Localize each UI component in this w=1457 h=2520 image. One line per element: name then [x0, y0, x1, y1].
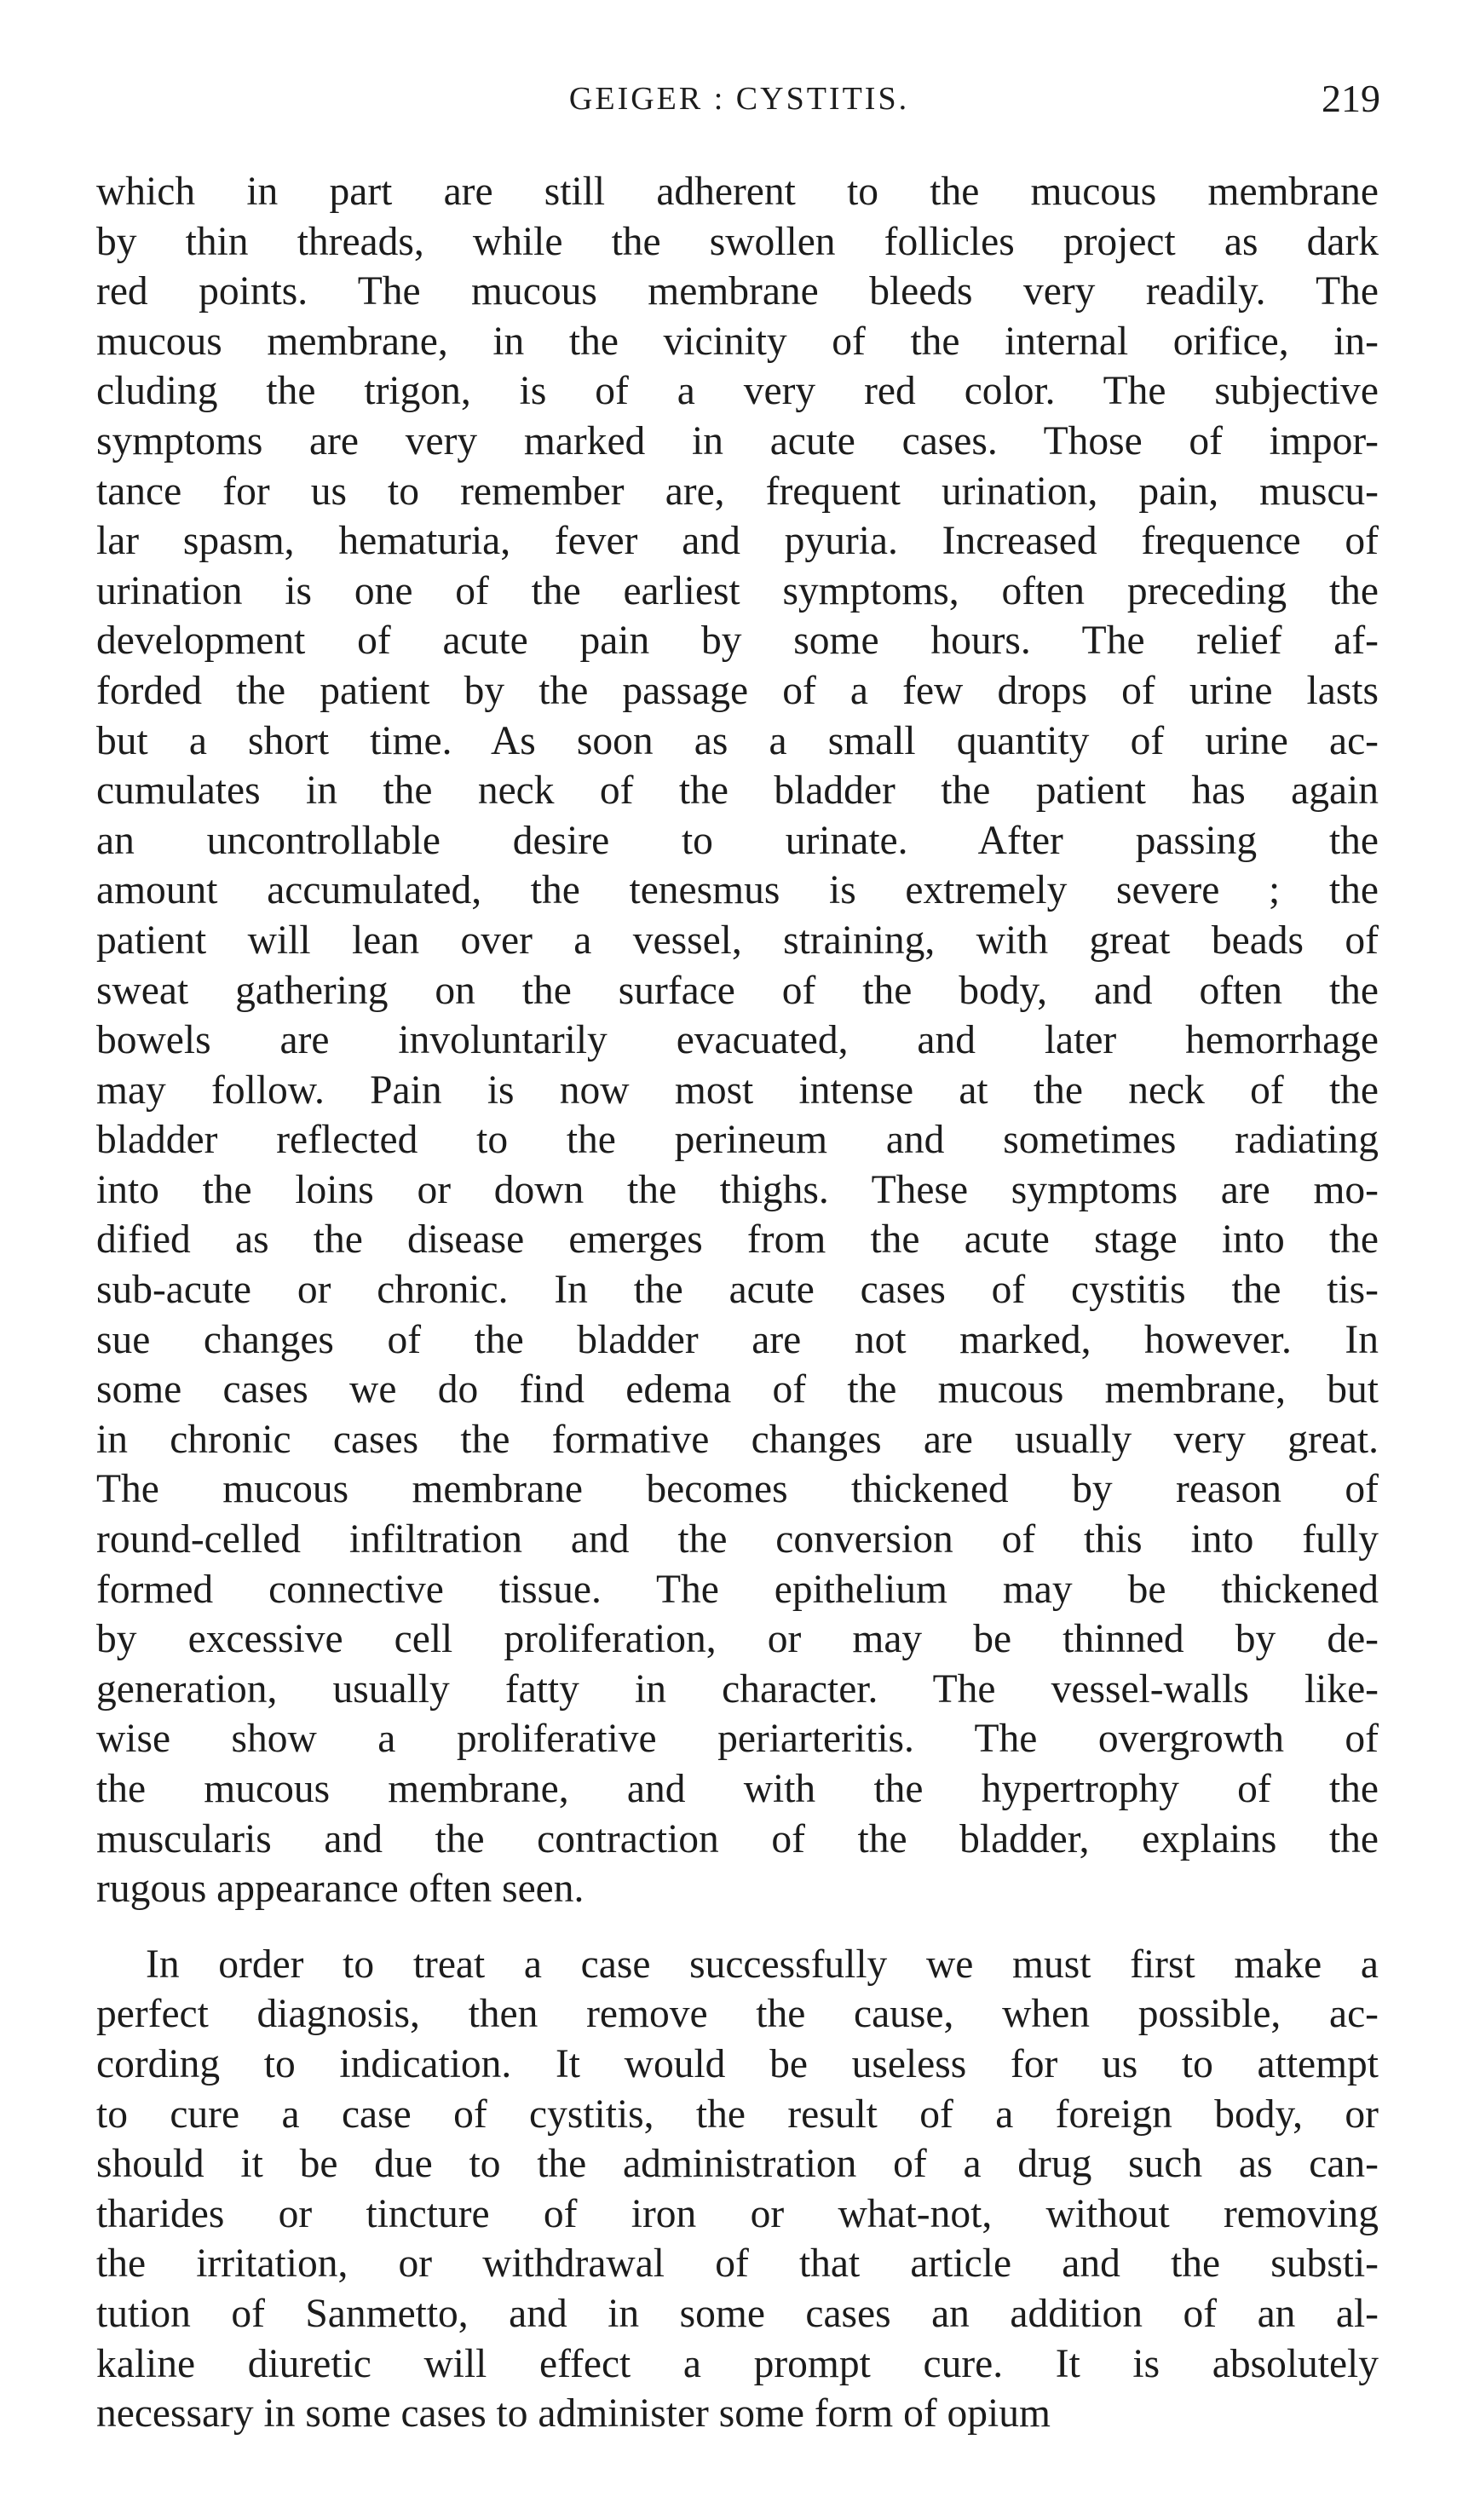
paragraph-gap	[96, 1914, 1379, 1940]
text-line: kaline diuretic will effect a prompt cure. It is absolutely	[96, 2341, 1379, 2386]
text-line: the mucous membrane, and with the hypertrophy of the	[96, 1767, 1379, 1811]
text-line: round-celled infiltration and the conversion of this into fully	[96, 1517, 1379, 1562]
text-line: sue changes of the bladder are not marked, however. In	[96, 1317, 1379, 1362]
text-line: tution of Sanmetto, and in some cases an addition of an al-	[96, 2291, 1379, 2336]
text-line: in chronic cases the formative changes are usually very great.	[96, 1417, 1379, 1462]
text-line: mucous membrane, in the vicinity of the internal orifice, in-	[96, 319, 1379, 364]
text-line: cording to indication. It would be useless for us to attempt	[96, 2041, 1379, 2086]
text-line: cumulates in the neck of the bladder the patient has again	[96, 768, 1379, 814]
running-header	[98, 73, 1380, 124]
text-line: rugous appearance often seen.	[96, 1867, 585, 1912]
text-line: into the loins or down the thighs. These symptoms are mo-	[96, 1167, 1379, 1212]
text-line: sweat gathering on the surface of the body, and often the	[96, 968, 1379, 1013]
text-line: may follow. Pain is now most intense at the neck of the	[96, 1067, 1379, 1113]
text-line: In order to treat a case successfully we must first make a	[146, 1942, 1379, 1987]
paragraph-1	[96, 167, 1379, 1914]
text-line: sub-acute or chronic. In the acute cases of cystitis the tis-	[96, 1268, 1379, 1313]
text-line: to cure a case of cystitis, the result of a foreign body, or	[96, 2091, 1379, 2137]
page-number: 219	[1322, 77, 1380, 120]
text-line: development of acute pain by some hours. The relief af-	[96, 618, 1379, 664]
text-line: amount accumulated, the tenesmus is extremely severe ; the	[96, 868, 1379, 913]
text-line: which in part are still adherent to the mucous membrane	[96, 170, 1379, 214]
text-line: urination is one of the earliest symptoms, often preceding the	[96, 568, 1379, 613]
text-line: should it be due to the administration of a drug such as can-	[96, 2142, 1379, 2187]
text-line: by thin threads, while the swollen follicles project as dark	[96, 219, 1379, 264]
running-title: GEIGER : CYSTITIS.	[568, 81, 910, 117]
text-line: patient will lean over a vessel, straining, with great beads of	[96, 918, 1379, 963]
text-line: red points. The mucous membrane bleeds very readily. The	[96, 269, 1379, 314]
text-line: bowels are involuntarily evacuated, and later hemorrhage	[96, 1018, 1379, 1063]
text-line: muscularis and the contraction of the bladder, explains the	[96, 1816, 1379, 1861]
text-line: dified as the disease emerges from the acute stage into the	[96, 1217, 1379, 1263]
text-line: lar spasm, hematuria, fever and pyuria. Increased frequence of	[96, 519, 1379, 564]
text-line: perfect diagnosis, then remove the cause, when possible, ac-	[96, 1992, 1379, 2037]
text-line: by excessive cell proliferation, or may be thinned by de-	[96, 1617, 1379, 1662]
text-line: an uncontrollable desire to urinate. After passing the	[96, 818, 1379, 863]
body-text	[96, 167, 1379, 2439]
text-line: the irritation, or withdrawal of that article and the substi-	[96, 2241, 1379, 2287]
text-line: tance for us to remember are, frequent urination, pain, muscu-	[96, 469, 1379, 514]
text-line: bladder reflected to the perineum and sometimes radiating	[96, 1118, 1379, 1163]
text-line: some cases we do find edema of the mucous membrane, but	[96, 1367, 1379, 1412]
text-line: cluding the trigon, is of a very red color. The subjective	[96, 369, 1379, 414]
text-line: tharides or tincture of iron or what-not, without removing	[96, 2191, 1379, 2236]
text-line: but a short time. As soon as a small quantity of urine ac-	[96, 718, 1379, 763]
paragraph-2	[96, 1940, 1379, 2439]
text-line: generation, usually fatty in character. The vessel-walls like-	[96, 1666, 1379, 1712]
text-line: wise show a proliferative periarteritis. The overgrowth of	[96, 1717, 1379, 1762]
text-line: symptoms are very marked in acute cases. Those of impor-	[96, 418, 1379, 463]
text-line: formed connective tissue. The epithelium may be thickened	[96, 1567, 1379, 1612]
text-line: necessary in some cases to administer some form of opium	[96, 2391, 1051, 2437]
text-line: forded the patient by the passage of a few drops of urine lasts	[96, 668, 1379, 713]
text-line: The mucous membrane becomes thickened by reason of	[96, 1467, 1379, 1512]
